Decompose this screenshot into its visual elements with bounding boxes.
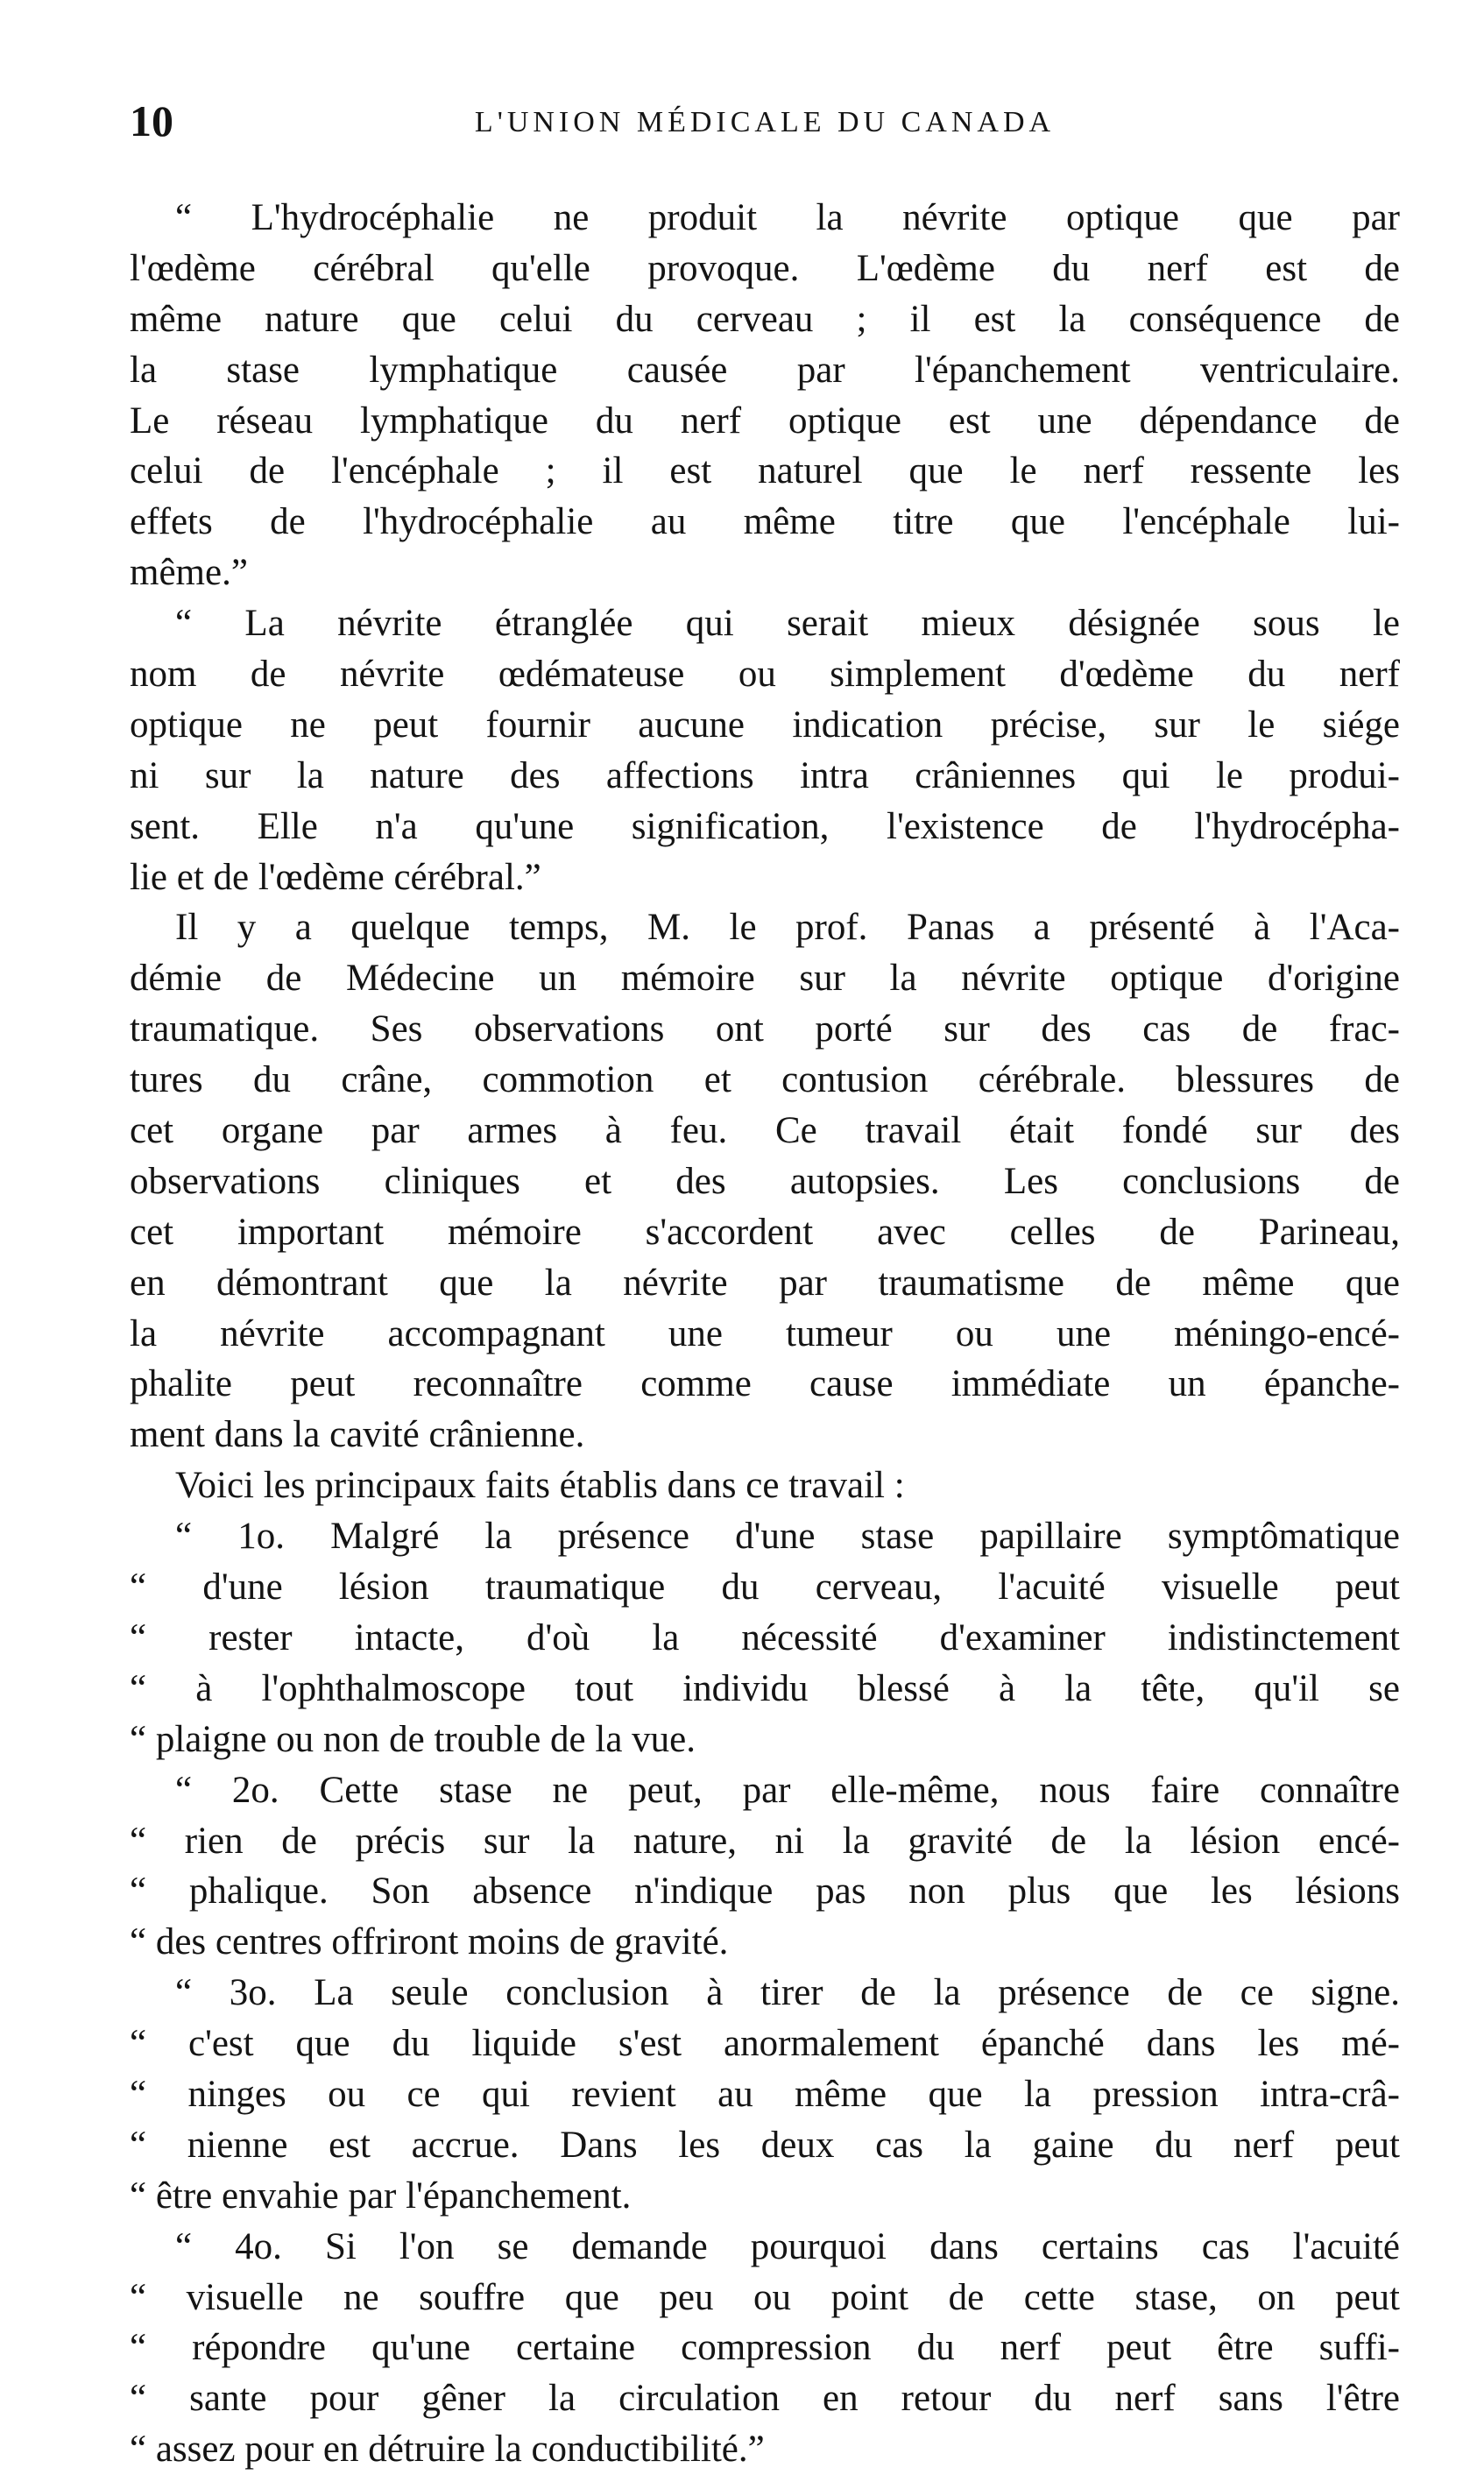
text-line: phalite peut reconnaître comme cause immédiate un épanche- [130, 1363, 1400, 1405]
journal-title: L'UNION MÉDICALE DU CANADA [474, 106, 1056, 138]
text-line: tures du crâne, commotion et contusion cérébrale. blessures de [130, 1059, 1400, 1101]
text-line: “ répondre qu'une certaine compression du nerf peut être suffi- [130, 2327, 1400, 2369]
text-line: “ visuelle ne souffre que peu ou point de cette stase, on peut [130, 2276, 1400, 2318]
text-line: en démontrant que la névrite par traumatisme de même que [130, 1262, 1400, 1304]
text-line: “ nienne est accrue. Dans les deux cas la gaine du nerf peut [130, 2124, 1400, 2166]
text-line: “ 2o. Cette stase ne peut, par elle-même, nous faire connaître [175, 1769, 1400, 1811]
text-line: “ c'est que du liquide s'est anormalement épanché dans les mé- [130, 2023, 1400, 2065]
text-line: traumatique. Ses observations ont porté sur des cas de frac- [130, 1008, 1400, 1050]
text-line: “ rester intacte, d'où la nécessité d'examiner indistinctement [130, 1616, 1400, 1658]
text-line: ni sur la nature des affections intra crâniennes qui le produi- [130, 754, 1400, 796]
page-number: 10 [130, 96, 173, 145]
text-line: “ être envahie par l'épanchement. [130, 2174, 632, 2217]
text-line: nom de névrite œdémateuse ou simplement d'œdème du nerf [130, 654, 1400, 696]
text-line: “ assez pour en détruire la conductibilité.” [130, 2429, 765, 2471]
text-line: “ plaigne ou non de trouble de la vue. [130, 1718, 696, 1760]
text-line: Voici les principaux faits établis dans ce travail : [175, 1465, 905, 1507]
text-line: observations cliniques et des autopsies. Les conclusions de [130, 1160, 1400, 1202]
text-line: démie de Médecine un mémoire sur la névrite optique d'origine [130, 958, 1400, 1000]
text-line: celui de l'encéphale ; il est naturel que le nerf ressente les [130, 450, 1400, 492]
text-line: cet organe par armes à feu. Ce travail était fondé sur des [130, 1110, 1400, 1152]
text-line: la stase lymphatique causée par l'épanchement ventriculaire. [130, 349, 1400, 391]
text-line: “ des centres offriront moins de gravité. [130, 1921, 729, 1963]
text-line: “ à l'ophthalmoscope tout individu blessé à la tête, qu'il se [130, 1667, 1400, 1709]
text-line: optique ne peut fournir aucune indication précise, sur le siége [130, 704, 1400, 746]
text-line: même nature que celui du cerveau ; il est la conséquence de [130, 298, 1400, 340]
text-line: “ 4o. Si l'on se demande pourquoi dans certains cas l'acuité [175, 2225, 1400, 2267]
text-line: cet important mémoire s'accordent avec celles de Parineau, [130, 1211, 1400, 1253]
text-line: même.” [130, 552, 248, 594]
text-line: “ La névrite étranglée qui serait mieux désignée sous le [175, 603, 1400, 645]
text-line: “ d'une lésion traumatique du cerveau, l'acuité visuelle peut [130, 1566, 1400, 1609]
text-line: “ sante pour gêner la circulation en retour du nerf sans l'être [130, 2378, 1400, 2420]
text-line: effets de l'hydrocéphalie au même titre que l'encéphale lui- [130, 501, 1400, 543]
text-line: la névrite accompagnant une tumeur ou une méningo-encé- [130, 1312, 1400, 1354]
text-line: Le réseau lymphatique du nerf optique est une dépendance de [130, 400, 1400, 442]
text-line: “ rien de précis sur la nature, ni la gravité de la lésion encé- [130, 1820, 1400, 1862]
text-line: lie et de l'œdème cérébral.” [130, 856, 541, 898]
running-head [130, 95, 1400, 147]
text-line: “ 1o. Malgré la présence d'une stase papillaire symptômatique [175, 1516, 1400, 1558]
text-line: “ 3o. La seule conclusion à tirer de la présence de ce signe. [175, 1972, 1400, 2014]
text-line: sent. Elle n'a qu'une signification, l'existence de l'hydrocépha- [130, 805, 1400, 847]
text-line: “ L'hydrocéphalie ne produit la névrite optique que par [175, 197, 1400, 238]
text-line: l'œdème cérébral qu'elle provoque. L'œdème du nerf est de [130, 247, 1400, 289]
text-line: ment dans la cavité crânienne. [130, 1414, 585, 1456]
body-text [130, 193, 1400, 2475]
text-line: “ phalique. Son absence n'indique pas non plus que les lésions [130, 1870, 1400, 1913]
text-line: “ ninges ou ce qui revient au même que la pression intra-crâ- [130, 2073, 1400, 2115]
text-line: Il y a quelque temps, M. le prof. Panas a présenté à l'Aca- [175, 907, 1400, 949]
